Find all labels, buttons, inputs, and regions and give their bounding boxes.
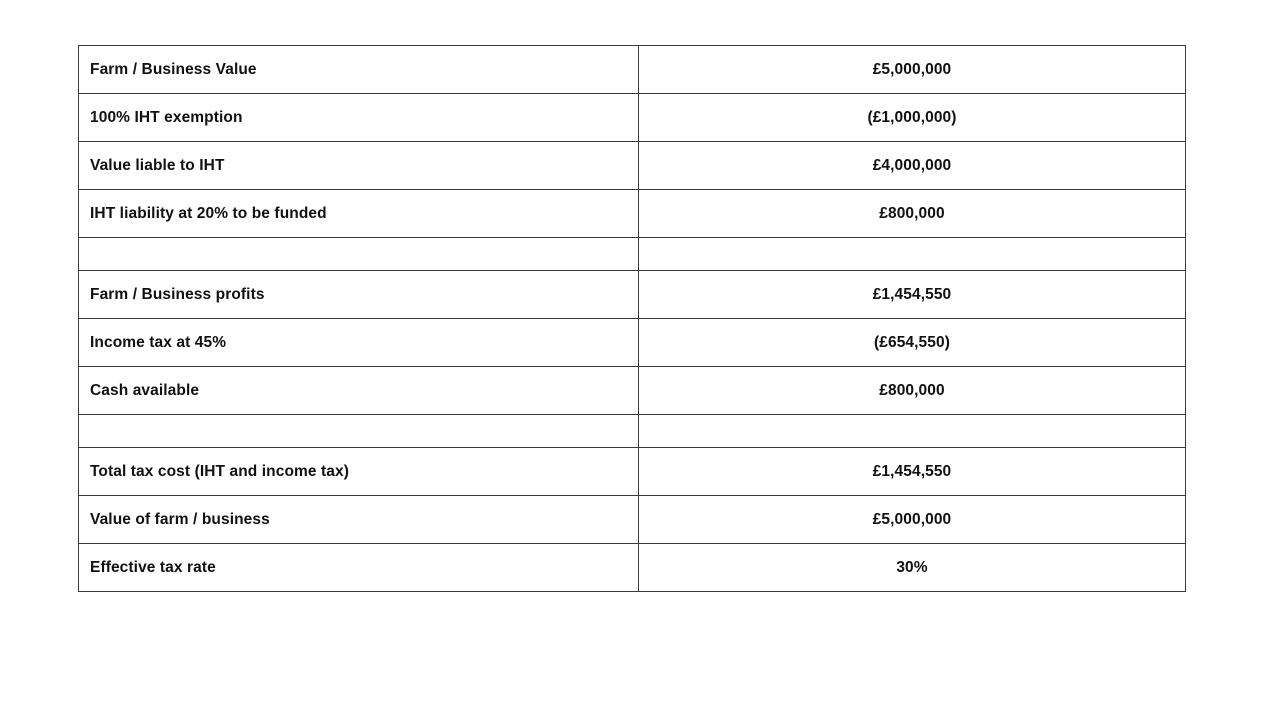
table-row	[79, 367, 1186, 415]
row-label: Total tax cost (IHT and income tax)	[79, 448, 639, 496]
row-label: Cash available	[79, 367, 639, 415]
row-label	[79, 415, 639, 448]
row-value: £5,000,000	[639, 496, 1186, 544]
table-body	[79, 46, 1186, 592]
table-row	[79, 46, 1186, 94]
row-value: £4,000,000	[639, 142, 1186, 190]
row-value: £1,454,550	[639, 448, 1186, 496]
row-value: £1,454,550	[639, 271, 1186, 319]
iht-calculation-table	[78, 45, 1186, 592]
row-label: Farm / Business profits	[79, 271, 639, 319]
row-label: Income tax at 45%	[79, 319, 639, 367]
row-label: Value of farm / business	[79, 496, 639, 544]
row-value: £800,000	[639, 367, 1186, 415]
table-row	[79, 448, 1186, 496]
row-label: Value liable to IHT	[79, 142, 639, 190]
row-label: Farm / Business Value	[79, 46, 639, 94]
table-row	[79, 496, 1186, 544]
table-row	[79, 142, 1186, 190]
row-value	[639, 415, 1186, 448]
table-row	[79, 544, 1186, 592]
row-value: £5,000,000	[639, 46, 1186, 94]
row-value: 30%	[639, 544, 1186, 592]
row-value: (£1,000,000)	[639, 94, 1186, 142]
row-label	[79, 238, 639, 271]
row-label: 100% IHT exemption	[79, 94, 639, 142]
row-label: Effective tax rate	[79, 544, 639, 592]
table-row-empty	[79, 238, 1186, 271]
row-label: IHT liability at 20% to be funded	[79, 190, 639, 238]
row-value: (£654,550)	[639, 319, 1186, 367]
table-row	[79, 271, 1186, 319]
table-row-empty	[79, 415, 1186, 448]
row-value	[639, 238, 1186, 271]
table-row	[79, 94, 1186, 142]
table-row	[79, 319, 1186, 367]
table-row	[79, 190, 1186, 238]
row-value: £800,000	[639, 190, 1186, 238]
